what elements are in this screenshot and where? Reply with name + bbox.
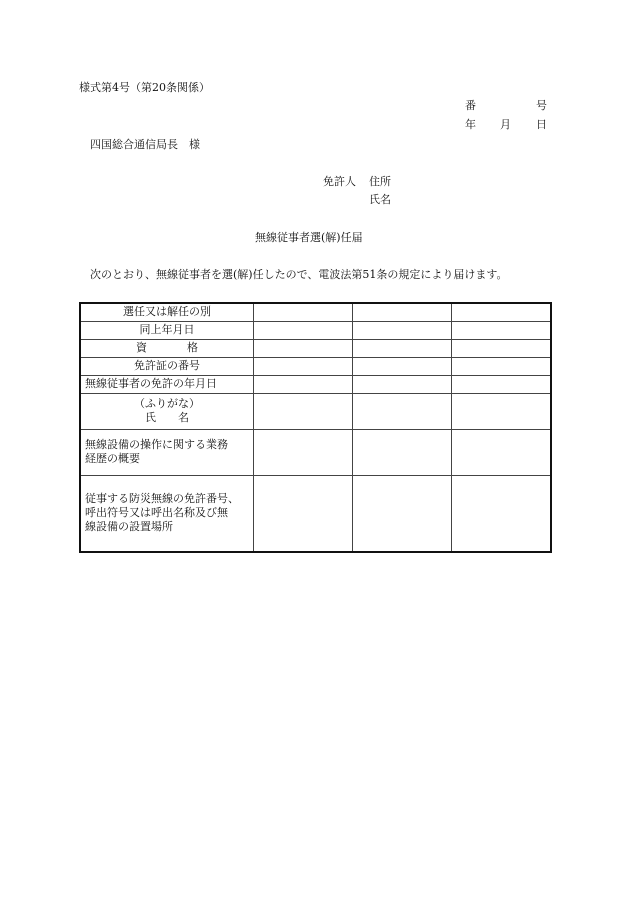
input-cell[interactable]: [452, 321, 551, 339]
number-label-ban: 番: [465, 99, 476, 112]
input-cell[interactable]: [353, 429, 452, 475]
input-cell[interactable]: [353, 339, 452, 357]
label-shimei: 氏 名: [145, 411, 189, 424]
label-career-line1: 無線設備の操作に関する業務: [85, 438, 228, 451]
input-cell[interactable]: [452, 303, 551, 321]
label-station-line2: 呼出符号又は呼出名称及び無: [85, 505, 228, 519]
input-cell[interactable]: [452, 429, 551, 475]
label-station-line3: 線設備の設置場所: [85, 519, 173, 533]
table-row: [80, 321, 551, 339]
table-row: [80, 357, 551, 375]
input-cell[interactable]: [254, 475, 353, 552]
input-cell[interactable]: [353, 357, 452, 375]
table-row: [80, 475, 551, 552]
label-date: 同上年月日: [80, 321, 254, 339]
input-cell[interactable]: [254, 321, 353, 339]
number-label-go: 号: [536, 99, 547, 112]
input-cell[interactable]: [353, 321, 452, 339]
date-month: 月: [500, 118, 511, 131]
label-license-date: 無線従事者の免許の年月日: [80, 375, 254, 393]
date-day: 日: [536, 118, 547, 131]
label-career-line2: 経歴の概要: [85, 452, 140, 465]
input-cell[interactable]: [353, 303, 452, 321]
document-title: 無線従事者選(解)任届: [255, 231, 363, 244]
label-license-number: 免許証の番号: [80, 357, 254, 375]
table-row: [80, 375, 551, 393]
input-cell[interactable]: [254, 339, 353, 357]
label-appointment-type: 選任又は解任の別: [80, 303, 254, 321]
form-number: 様式第4号（第20条関係）: [79, 81, 210, 94]
input-cell[interactable]: [353, 393, 452, 429]
table-row: [80, 429, 551, 475]
label-station-line1: 従事する防災無線の免許番号、: [85, 491, 239, 505]
table-row: [80, 303, 551, 321]
label-furigana: （ふりがな）: [134, 397, 200, 410]
input-cell[interactable]: [452, 375, 551, 393]
table-row: [80, 393, 551, 429]
body-text: 次のとおり、無線従事者を選(解)任したので、電波法第51条の規定により届けます。: [90, 268, 508, 281]
input-cell[interactable]: [452, 339, 551, 357]
input-cell[interactable]: [254, 429, 353, 475]
licensee-address-label: 住所: [369, 175, 391, 188]
label-station: [80, 475, 254, 552]
licensee-name-label: 氏名: [369, 193, 391, 206]
label-qualification: [80, 339, 254, 357]
table-row: [80, 339, 551, 357]
input-cell[interactable]: [254, 357, 353, 375]
addressee: 四国総合通信局長 様: [90, 138, 200, 151]
input-cell[interactable]: [254, 375, 353, 393]
input-cell[interactable]: [254, 393, 353, 429]
label-career: [80, 429, 254, 475]
label-qualification-b: 格: [187, 341, 198, 354]
input-cell[interactable]: [452, 357, 551, 375]
label-qualification-a: 資: [136, 341, 147, 354]
label-name: [80, 393, 254, 429]
input-cell[interactable]: [452, 393, 551, 429]
licensee-label: 免許人: [323, 175, 356, 188]
input-cell[interactable]: [353, 475, 452, 552]
input-cell[interactable]: [254, 303, 353, 321]
input-cell[interactable]: [353, 375, 452, 393]
notification-table: [79, 302, 552, 553]
input-cell[interactable]: [452, 475, 551, 552]
date-year: 年: [465, 118, 476, 131]
